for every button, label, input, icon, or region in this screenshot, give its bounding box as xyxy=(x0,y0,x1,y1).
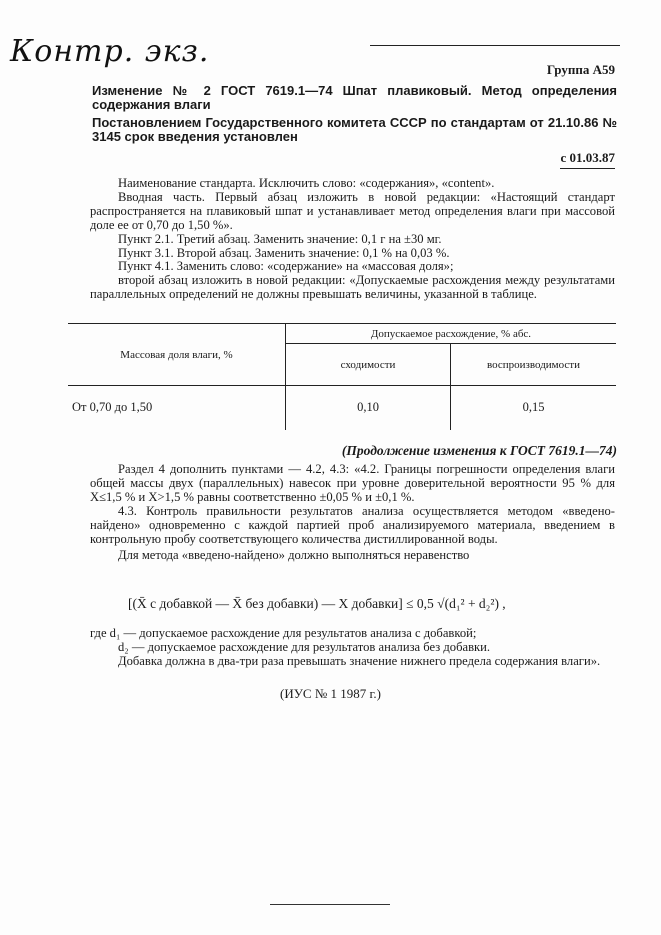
paragraph: Пункт 2.1. Третий абзац. Заменить значение: 0,1 г на ±30 мг. xyxy=(118,231,442,246)
paragraph: второй абзац изложить в новой редакции: «Допускаемые расхождения между результатами параллельных определений не должны превышать величины, указанной в таблице. xyxy=(90,273,615,302)
bottom-rule xyxy=(270,904,390,905)
tolerance-table xyxy=(68,323,616,430)
handwritten-note: Контр. экз. xyxy=(10,34,210,69)
cell-reproducibility: 0,15 xyxy=(522,400,545,415)
source-reference: (ИУС № 1 1987 г.) xyxy=(280,686,381,701)
amendments-part2 xyxy=(90,462,615,562)
effective-date: с 01.03.87 xyxy=(560,150,615,169)
inequality-formula: [(X̄ с добавкой — X̄ без добавки) — X добавки] ≤ 0,5 √(d₁² + d₂²) , xyxy=(128,596,506,611)
group-label: Группа А59 xyxy=(546,62,615,77)
paragraph: где d₁ — допускаемое расхождение для результатов анализа с добавкой; xyxy=(90,626,477,640)
paragraph: Раздел 4 дополнить пунктами — 4.2, 4.3: «4.2. Границы погрешности определения влаги общей массы двух (параллельных) навесок при уровне доверительной вероятности 95 % для X≤1,5 % и X>1,5 % равны соответственно ±0,05 % и ±0,1 %. xyxy=(90,462,615,504)
paragraph: Вводная часть. Первый абзац изложить в новой редакции: «Настоящий стандарт распространяется на плавиковый шпат и устанавливает метод определения влаги при массовой доле ее от 0,70 до 1,50 %». xyxy=(90,189,615,232)
col-header-reproducibility: воспроизводимости xyxy=(487,358,580,371)
paragraph: 4.3. Контроль правильности результатов анализа осуществляется методом «введено-найдено» одновременно с каждой партией проб анализируемого материала, введением в контрольную пробу соответствующего количества дистиллированной воды. xyxy=(90,504,615,546)
col-header-repeatability: сходимости xyxy=(286,344,451,386)
paragraph: Наименование стандарта. Исключить слово: «содержания», «content». xyxy=(118,176,495,190)
cell-repeatability: 0,10 xyxy=(286,386,451,430)
change-title: Изменение № 2 ГОСТ 7619.1—74 Шпат плавиковый. Метод определения содержания влаги xyxy=(92,83,617,112)
group-header-tolerance: Допускаемое расхождение, % абс. xyxy=(286,324,617,344)
paragraph: Добавка должна в два-три раза превышать значение нижнего предела содержания влаги». xyxy=(118,654,601,668)
table-row xyxy=(68,386,616,430)
continuation-heading: (Продолжение изменения к ГОСТ 7619.1—74) xyxy=(341,443,617,458)
col-header-mass-fraction: Массовая доля влаги, % xyxy=(68,324,286,386)
paragraph: Для метода «введено-найдено» должно выполняться неравенство xyxy=(118,548,470,562)
decree-text: Постановлением Государственного комитета СССР по стандартам от 21.10.86 № 3145 срок введения установлен xyxy=(92,115,617,144)
amendments-part3 xyxy=(90,626,615,668)
paragraph: d₂ — допускаемое расхождение для результатов анализа без добавки. xyxy=(118,640,491,654)
amendments-part1 xyxy=(90,177,615,302)
paragraph: Пункт 3.1. Второй абзац. Заменить значение: 0,1 % на 0,03 %. xyxy=(118,245,450,260)
top-rule xyxy=(370,45,620,46)
paragraph: Пункт 4.1. Заменить слово: «содержание» на «массовая доля»; xyxy=(118,259,454,274)
cell-range: От 0,70 до 1,50 xyxy=(68,386,286,430)
